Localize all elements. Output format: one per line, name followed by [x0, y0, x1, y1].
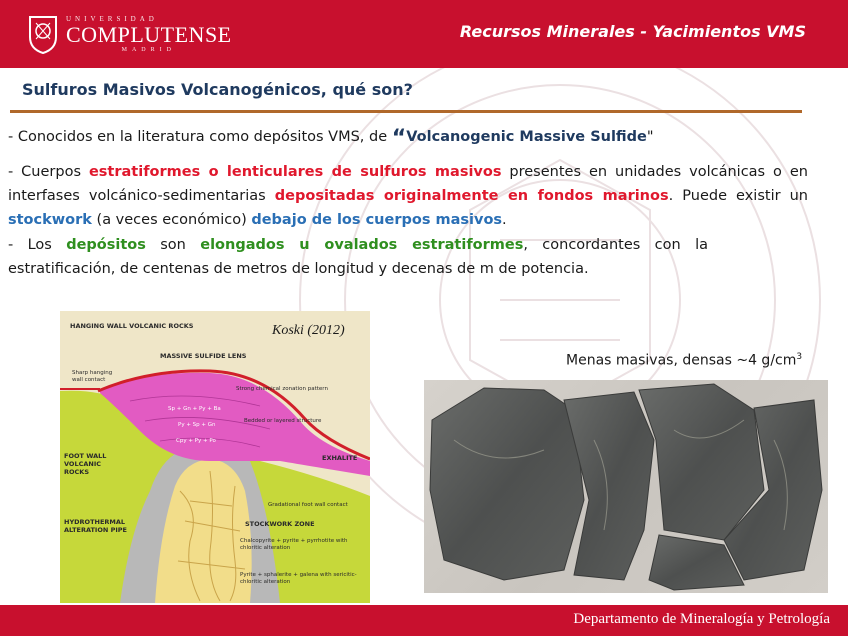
slide-heading: Sulfuros Masivos Volcanogénicos, qué son?	[22, 80, 413, 99]
label-massive-lens: MASSIVE SULFIDE LENS	[160, 352, 247, 360]
label-pyrite: Pyrite + sphalerite + galena with sericitic-chloritic alteration	[240, 572, 357, 585]
vms-term: Volcanogenic Massive Sulfide	[406, 129, 647, 145]
close-quote: "	[646, 129, 654, 145]
label-exhalite: EXHALITE	[322, 454, 358, 462]
university-city: MADRID	[121, 46, 176, 53]
diagram-citation: Koski (2012)	[272, 323, 345, 338]
bullet-body-description	[8, 160, 808, 232]
label-stockwork: STOCKWORK ZONE	[245, 520, 315, 528]
university-name: COMPLUTENSE	[66, 21, 232, 47]
label-zone-2: Py + Sp + Gn	[178, 422, 216, 428]
label-sharp-contact: Sharp hanging wall contact	[72, 370, 113, 383]
bullet3-text-1: - Los	[8, 237, 67, 253]
bullet2-text-5: .	[502, 212, 507, 228]
university-logo	[26, 10, 232, 58]
label-zone-1: Sp + Gn + Py + Ba	[168, 406, 221, 412]
bullet-deposit-shape	[8, 233, 708, 281]
open-quote: “	[391, 126, 407, 151]
label-hanging-wall: HANGING WALL VOLCANIC ROCKS	[70, 322, 194, 330]
photo-caption-superscript: 3	[796, 352, 803, 362]
label-hydrothermal: HYDROTHERMAL ALTERATION PIPE	[64, 518, 127, 534]
massive-ore-photo	[424, 380, 828, 593]
photo-caption	[566, 352, 802, 369]
heading-divider	[10, 110, 802, 113]
bullet2-text-1: - Cuerpos	[8, 164, 89, 180]
header-bar	[0, 0, 848, 68]
bullet3-text-3: , concordantes con la estratificación, de centenas de metros de longitud y decenas de m de potencia.	[8, 237, 708, 277]
footer-bar	[0, 605, 848, 636]
label-bedded: Bedded or layered structure	[244, 418, 322, 424]
label-zone-3: Cpy + Py + Po	[176, 438, 216, 444]
bullet-vms-definition	[8, 125, 808, 151]
bullet3-highlight-1: depósitos	[66, 237, 146, 253]
bullet2-highlight-3: stockwork	[8, 212, 92, 228]
bullet1-prefix: - Conocidos en la literatura como depósitos VMS, de	[8, 129, 392, 145]
bullet3-highlight-2: elongados u ovalados estratiformes	[200, 237, 524, 253]
bullet3-text-2: son	[145, 237, 201, 253]
label-footwall: FOOT WALL VOLCANIC ROCKS	[64, 452, 107, 476]
crest-icon	[26, 13, 60, 55]
bullet2-highlight-2: depositadas originalmente en fondos marinos	[274, 188, 669, 204]
bullet2-highlight-1: estratiformes o lenticulares de sulfuros masivos	[88, 164, 502, 180]
bullet2-text-2: presentes en unidades volcánicas o en interfases volcánico-sedimentarias	[8, 164, 808, 204]
bullet2-text-4: (a veces económico)	[91, 212, 252, 228]
university-top-text: UNIVERSIDAD	[66, 14, 158, 23]
bullet2-text-3: . Puede existir un	[668, 188, 808, 204]
label-chalcopyrite: Chalcopyrite + pyrite + pyrrhotite with chloritic alteration	[240, 538, 348, 551]
presentation-title: Recursos Minerales - Yacimientos VMS	[459, 22, 806, 41]
photo-caption-main: Menas masivas, densas ~4 g/cm	[566, 352, 797, 369]
bullet2-highlight-4: debajo de los cuerpos masivos	[251, 212, 503, 228]
ore-samples-image	[424, 380, 828, 593]
department-name: Departamento de Mineralogía y Petrología	[573, 611, 830, 627]
label-zonation: Strong chemical zonation pattern	[236, 386, 328, 392]
label-gradational: Gradational foot wall contact	[268, 502, 348, 508]
